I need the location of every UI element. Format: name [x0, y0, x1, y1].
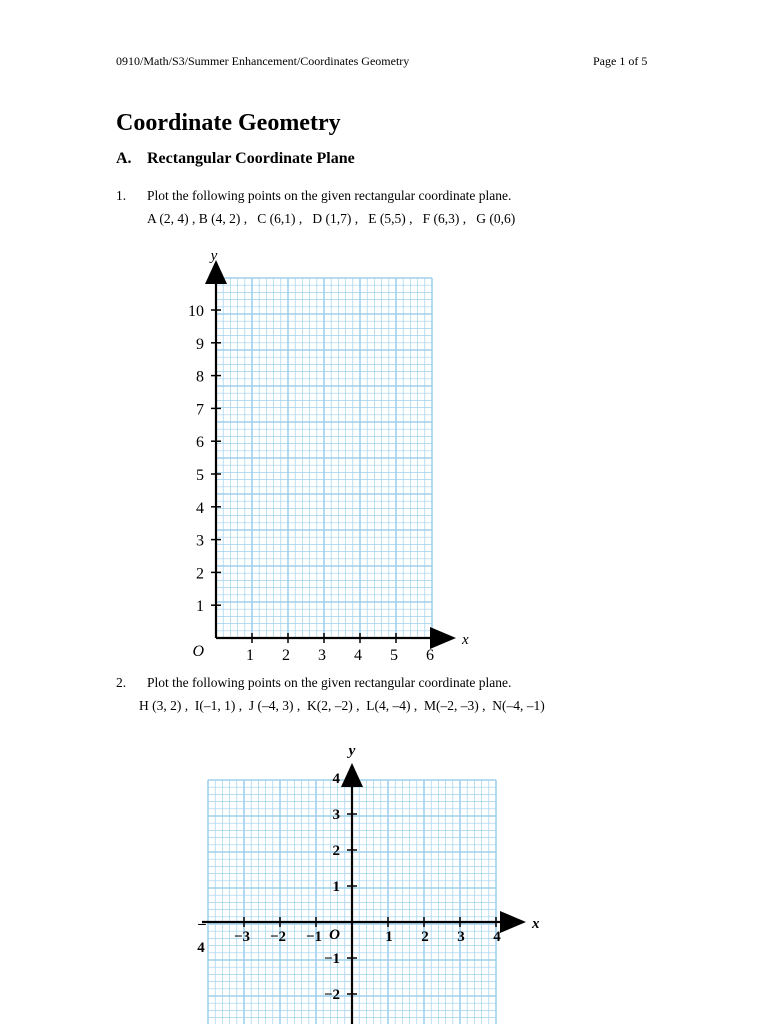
y-tick-label: 10 — [188, 303, 204, 320]
question-1-text: Plot the following points on the given rectangular coordinate plane. — [147, 188, 512, 203]
x-tick-label: 5 — [390, 647, 398, 664]
coordinate-grid-2 — [180, 735, 540, 1024]
y-tick-label: 3 — [196, 532, 204, 550]
y-tick-label: 1 — [196, 598, 204, 616]
y-tick-label: 7 — [196, 401, 204, 419]
x-tick-label: 4 — [354, 647, 362, 664]
coordinate-grid-1 — [170, 240, 480, 670]
page-number: Page 1 of 5 — [593, 54, 648, 68]
page-title: Coordinate Geometry — [116, 110, 341, 136]
question-2-number: 2. — [116, 675, 127, 690]
grid-1-lines — [216, 278, 432, 638]
y-axis-label: y — [210, 248, 218, 264]
x-tick-label: −3 — [233, 929, 251, 945]
y-axis-label: y — [348, 743, 356, 759]
y-tick-label: 1 — [332, 879, 340, 895]
origin-label: O — [192, 643, 204, 660]
y-tick-label: 4 — [196, 499, 204, 517]
origin-label: O — [329, 927, 340, 943]
question-1-points: A (2, 4) , B (4, 2) , C (6,1) , D (1,7) , E (5,5) , F (6,3) , G (0,6) — [147, 211, 516, 226]
y-tick-label: −1 — [323, 951, 340, 967]
x-tick-label: 4 — [493, 929, 501, 945]
header-path: 0910/Math/S3/Summer Enhancement/Coordinates Geometry — [116, 54, 410, 68]
y-tick-label: 9 — [196, 335, 204, 353]
x-tick-label: −1 — [305, 929, 323, 945]
x-tick-label: 2 — [282, 647, 290, 664]
question-2-points: H (3, 2) , I(–1, 1) , J (–4, 3) , K(2, –2) , L(4, –4) , M(–2, –3) , N(–4, –1) — [139, 698, 545, 713]
x-tick-label: 1 — [246, 647, 254, 664]
x-tick-label: – — [198, 916, 206, 932]
x-tick-label: 3 — [318, 647, 326, 664]
x-axis-arrow — [500, 911, 526, 933]
question-2-text: Plot the following points on the given rectangular coordinate plane. — [147, 675, 512, 690]
x-tick-label: 6 — [426, 647, 434, 664]
section-title: Rectangular Coordinate Plane — [147, 150, 355, 167]
x-axis-label: x — [532, 916, 540, 932]
x-tick-label: 1 — [385, 929, 393, 945]
y-tick-label: 4 — [332, 771, 340, 787]
y-tick-label: 2 — [332, 843, 340, 859]
question-1-number: 1. — [116, 188, 127, 203]
x-tick-label: 2 — [421, 929, 429, 945]
y-tick-label: 2 — [196, 565, 204, 583]
y-axis-arrow — [341, 763, 363, 787]
x-axis-arrow — [430, 627, 456, 649]
y-tick-label: −2 — [323, 987, 340, 1003]
section-letter: A. — [116, 150, 132, 167]
grid-1-axes — [205, 260, 456, 649]
x-axis-label: x — [462, 632, 469, 648]
y-tick-label: 6 — [196, 434, 204, 452]
x-tick-label: 4 — [197, 940, 205, 956]
y-tick-label: 5 — [196, 467, 204, 484]
y-tick-label: 8 — [196, 368, 204, 386]
x-tick-label: −2 — [269, 929, 287, 945]
y-tick-label: 3 — [332, 807, 340, 823]
grid-2-axes — [202, 763, 526, 1024]
x-tick-label: 3 — [457, 929, 465, 945]
